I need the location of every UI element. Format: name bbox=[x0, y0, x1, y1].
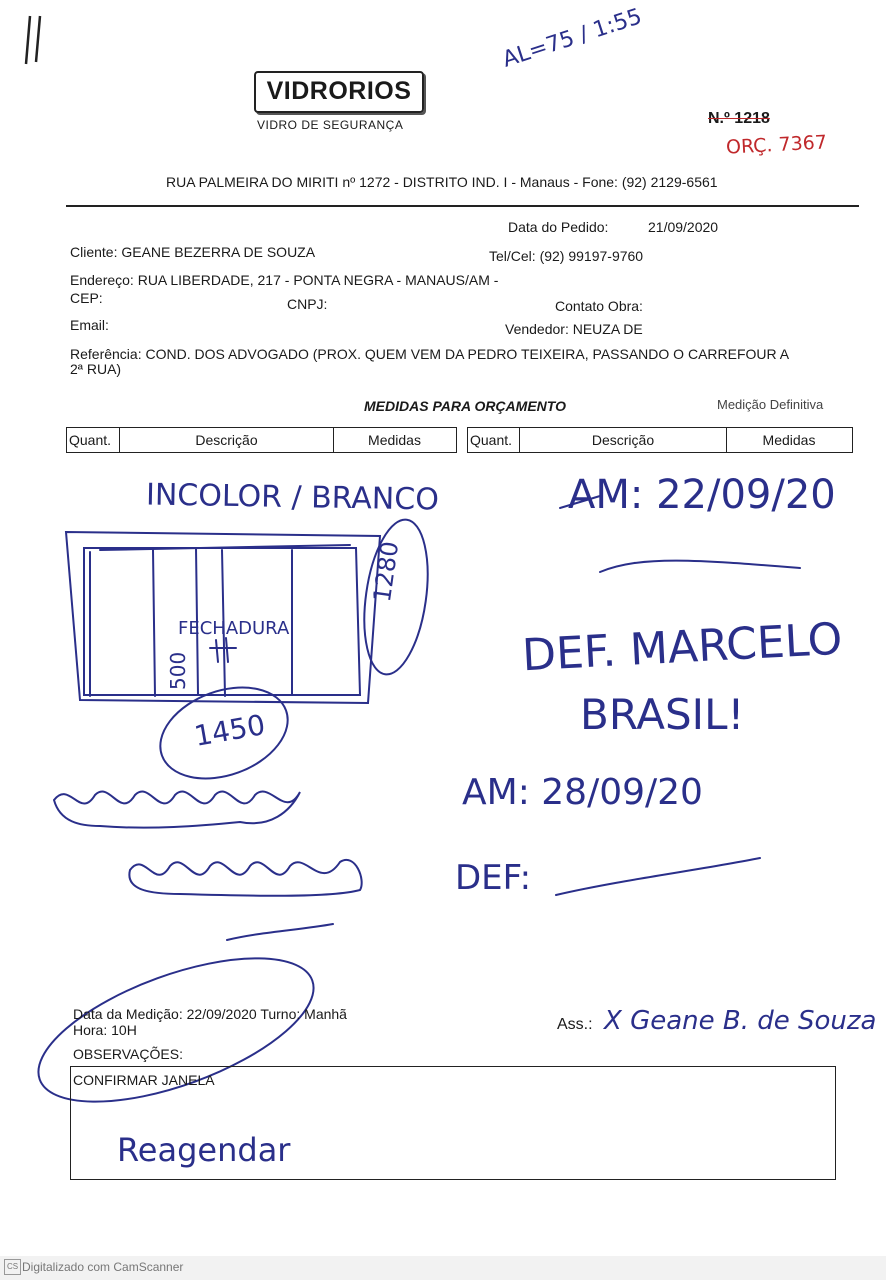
signature: X Geane B. de Souza bbox=[604, 1006, 877, 1036]
reference-line-2: 2ª RUA) bbox=[70, 361, 122, 377]
order-date-value: 21/09/2020 bbox=[648, 219, 719, 235]
phone-field: Tel/Cel: (92) 99197-9760 bbox=[489, 248, 644, 264]
col-desc-2: Descrição bbox=[520, 428, 727, 452]
company-address: RUA PALMEIRA DO MIRITI nº 1272 - DISTRITO IND. I - Manaus - Fone: (92) 2129-6561 bbox=[166, 174, 718, 190]
cnpj-field: CNPJ: bbox=[287, 296, 328, 312]
note-def-2: DEF: bbox=[455, 858, 532, 898]
orc-number: ORÇ. 7367 bbox=[725, 131, 828, 159]
col-meas-2: Medidas bbox=[762, 432, 816, 448]
signature-label: Ass.: bbox=[557, 1016, 593, 1033]
col-qty-2: Quant. bbox=[468, 428, 520, 452]
col-meas: Medidas bbox=[368, 432, 421, 448]
reference-line-1: Referência: COND. DOS ADVOGADO (PROX. QUEM VEM DA PEDRO TEIXEIRA, PASSANDO O CARREFOUR A bbox=[70, 346, 790, 362]
sketch-height: 1280 bbox=[368, 539, 405, 604]
contact-field: Contato Obra: bbox=[555, 298, 643, 314]
col-desc: Descrição bbox=[120, 428, 334, 452]
order-number: N.º 1218 bbox=[708, 110, 770, 127]
sketch-side: 500 bbox=[166, 651, 190, 690]
logo-text: VIDRORIOS bbox=[266, 77, 412, 105]
observation-text: CONFIRMAR JANELA bbox=[73, 1072, 215, 1088]
note-def-name: DEF. MARCELO bbox=[520, 613, 844, 682]
measurement-status: Medição Definitiva bbox=[717, 397, 824, 412]
tagline: VIDRO DE SEGURANÇA bbox=[257, 118, 404, 132]
handwritten-note-top: AL=75 / 1:55 bbox=[499, 4, 645, 73]
scanner-footer bbox=[0, 1256, 886, 1280]
sketch-width: 1450 bbox=[191, 708, 268, 753]
client-field: Cliente: GEANE BEZERRA DE SOUZA bbox=[70, 244, 316, 260]
note-def-surname: BRASIL! bbox=[580, 690, 745, 739]
observation-handwritten: Reagendar bbox=[117, 1131, 291, 1169]
observations-box bbox=[70, 1066, 836, 1180]
note-date-1: AM: 22/09/20 bbox=[568, 472, 836, 518]
sketch-title: INCOLOR / BRANCO bbox=[145, 477, 440, 518]
cep-field: CEP: bbox=[70, 290, 103, 306]
address-field: Endereço: RUA LIBERDADE, 217 - PONTA NEGRA - MANAUS/AM - bbox=[70, 272, 499, 288]
footer-text: Digitalizado com CamScanner bbox=[22, 1260, 184, 1274]
note-date-2: AM: 28/09/20 bbox=[462, 772, 703, 813]
camscanner-icon: CS bbox=[4, 1259, 21, 1275]
measurement-hour: Hora: 10H bbox=[73, 1022, 137, 1038]
seller-field: Vendedor: NEUZA DE bbox=[505, 321, 643, 337]
order-date-label: Data do Pedido: bbox=[508, 219, 609, 235]
sketch-lock-label: FECHADURA bbox=[178, 618, 290, 639]
measurement-date: Data da Medição: 22/09/2020 Turno: Manhã bbox=[73, 1006, 347, 1022]
col-qty: Quant. bbox=[67, 428, 120, 452]
email-field: Email: bbox=[70, 317, 109, 333]
section-title: MEDIDAS PARA ORÇAMENTO bbox=[364, 398, 566, 414]
observations-label: OBSERVAÇÕES: bbox=[73, 1046, 183, 1062]
